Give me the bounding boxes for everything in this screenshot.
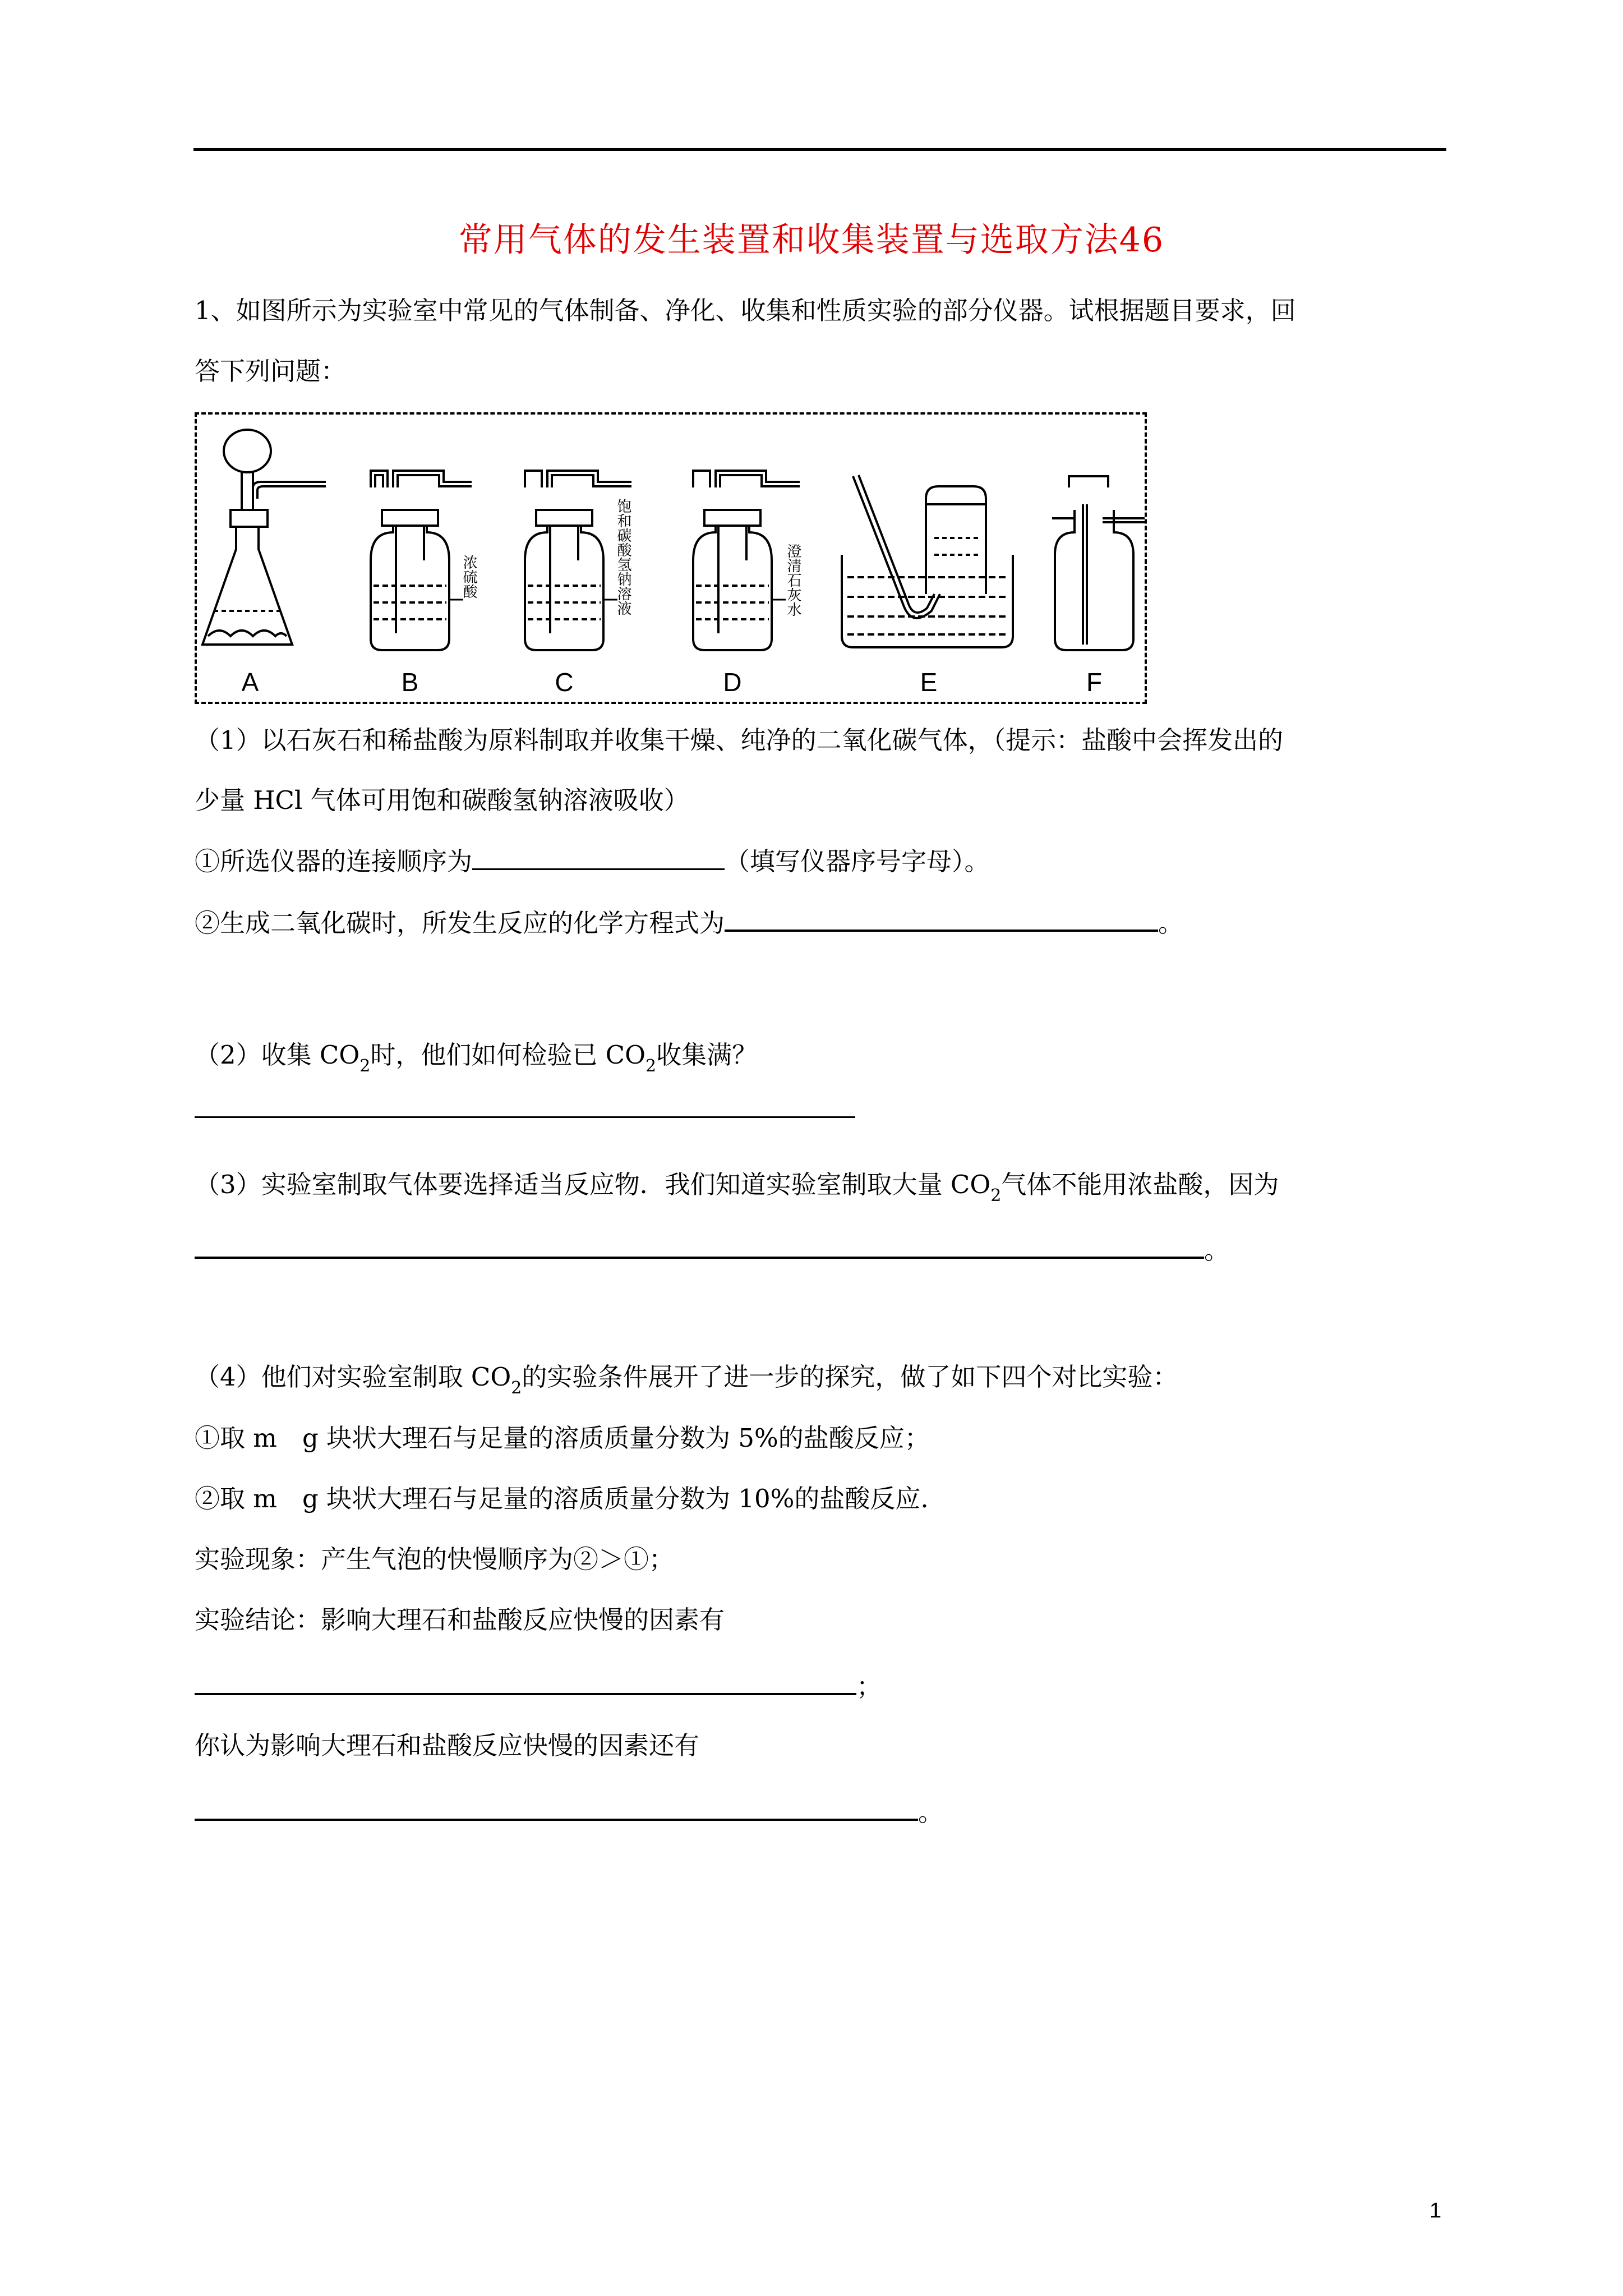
part1-q2-text: ②生成二氧化碳时，所发生反应的化学方程式为 [195,908,725,938]
answer-blank-connection-order[interactable] [472,846,725,870]
reagent-label-b: 浓硫酸 [460,555,477,599]
part1-line-2: 少量 HCl 气体可用饱和碳酸氢钠溶液吸收） [195,785,689,815]
part4-text-a: （4）他们对实验室制取 CO [195,1362,511,1392]
subscript-2: 2 [645,1056,657,1076]
answer-blank-other-factor[interactable] [195,1796,918,1821]
apparatus-figure [195,412,1147,704]
other-factor-answer-line [195,1796,943,1828]
part2-question [195,1040,758,1076]
label-a: A [241,668,259,697]
question-intro-line-1: 1、如图所示为实验室中常见的气体制备、净化、收集和性质实验的部分仪器。试根据题目要求，回 [195,296,1296,325]
part3-text-a: （3）实验室制取气体要选择适当反应物．我们知道实验室制取大量 CO [195,1170,991,1199]
experiment-phenomenon: 实验现象：产生气泡的快慢顺序为②＞①； [195,1544,675,1574]
part1-q1-note: （填写仪器序号字母）。 [725,846,990,876]
part3-text-b: 气体不能用浓盐酸，因为 [1001,1170,1279,1199]
apparatus-d [693,471,800,650]
part3-question [195,1170,1279,1205]
part3-answer-line [195,1234,1229,1266]
part4-text-b: 的实验条件展开了进一步的探究，做了如下四个对比实验： [522,1362,1178,1392]
reagent-label-c: 饱和碳酸氢钠溶液 [615,499,631,615]
part1-q1-text: ①所选仪器的连接顺序为 [195,846,473,876]
apparatus-b [371,471,472,650]
part2-text-a: （2）收集 CO [195,1040,360,1070]
label-b: B [401,668,419,697]
conclusion-end: ； [856,1672,882,1701]
page-number: 1 [1430,2199,1442,2223]
other-factor-question: 你认为影响大理石和盐酸反应快慢的因素还有 [195,1731,700,1760]
part4-experiment-2: ②取 m g 块状大理石与足量的溶质质量分数为 10%的盐酸反应. [195,1484,929,1513]
part1-line-1: （1）以石灰石和稀盐酸为原料制取并收集干燥、纯净的二氧化碳气体，（提示：盐酸中会挥发出的 [195,725,1284,755]
label-c: C [555,668,574,697]
reagent-label-d: 澄清石灰水 [785,544,801,616]
question-intro-line-2: 答下列问题： [195,356,347,386]
answer-blank-part3[interactable] [195,1234,1204,1259]
part4-question [195,1362,1178,1398]
apparatus-e [842,475,1013,647]
subscript-2: 2 [359,1056,371,1076]
part2-text-c: 收集满？ [656,1040,758,1070]
subscript-2: 2 [511,1378,522,1398]
part1-question-1 [195,846,990,877]
answer-blank-equation[interactable] [725,907,1158,932]
label-f: F [1086,668,1103,697]
subscript-2: 2 [990,1186,1002,1205]
part1-question-2 [195,907,1183,938]
part2-text-b: 时，他们如何检验已 CO [370,1040,645,1070]
conclusion-answer-line [195,1671,882,1702]
other-factor-end: 。 [918,1797,944,1827]
label-d: D [723,668,742,697]
part1-q2-end: 。 [1158,908,1184,938]
apparatus-drawing [197,415,1149,706]
apparatus-f [1052,476,1145,650]
header-rule [193,148,1446,151]
answer-blank-part2[interactable] [195,1116,855,1118]
part3-end: 。 [1204,1235,1230,1265]
label-e: E [920,668,938,697]
apparatus-a [202,430,326,645]
answer-blank-conclusion[interactable] [195,1671,856,1695]
part4-experiment-1: ①取 m g 块状大理石与足量的溶质质量分数为 5%的盐酸反应； [195,1423,930,1453]
experiment-conclusion: 实验结论：影响大理石和盐酸反应快慢的因素有 [195,1605,725,1635]
page-title: 常用气体的发生装置和收集装置与选取方法46 [458,220,1165,260]
